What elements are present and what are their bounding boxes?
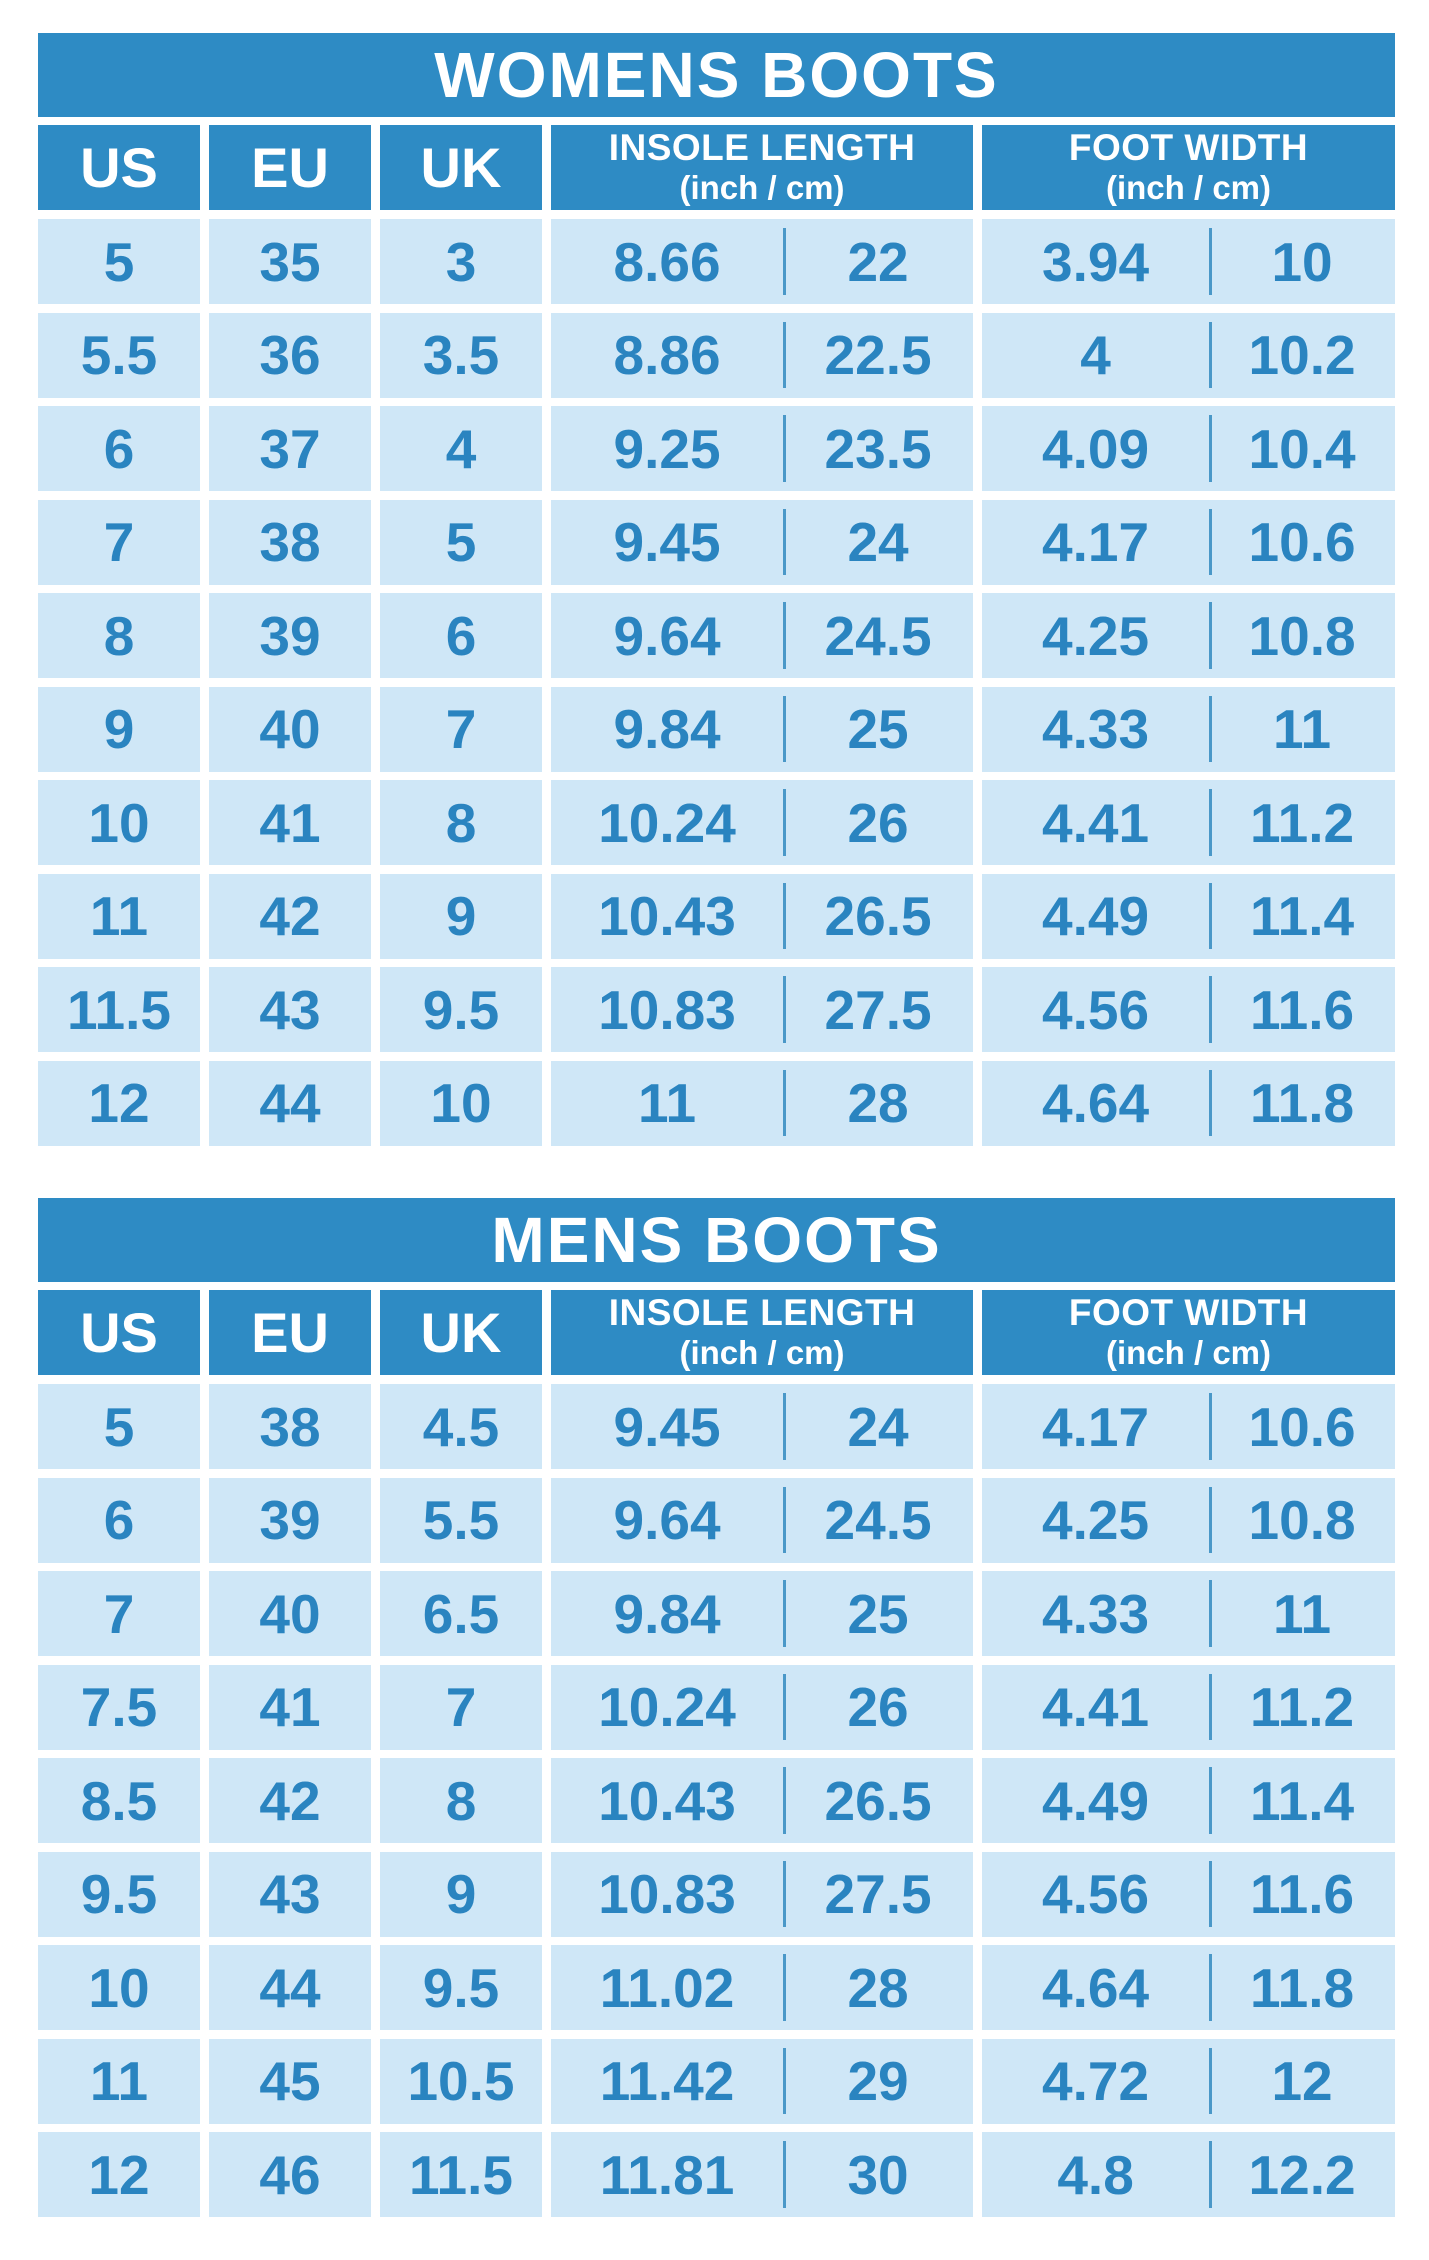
insole-cm-value: 24 (847, 511, 909, 573)
insole-cm-value: 24 (847, 1395, 909, 1458)
table-row (38, 1061, 1395, 1146)
insole-cm-value: 28 (847, 1072, 909, 1134)
inch-cm-divider (1209, 1487, 1212, 1553)
table-row (38, 1945, 1395, 2030)
uk-size-cell: 3.5 (380, 313, 542, 398)
foot-width-cell (982, 780, 1395, 865)
insole-cm-value: 22 (847, 230, 909, 293)
foot-width-inch-value: 4.56 (1042, 978, 1150, 1041)
foot-width-cm-value: 10.8 (1248, 1489, 1356, 1551)
insole-inch-value: 11.81 (599, 2143, 735, 2206)
foot-width-cell (982, 219, 1395, 304)
inch-cm-divider (783, 2048, 786, 2114)
table-row (38, 313, 1395, 398)
eu-column-header: EU (209, 125, 371, 210)
foot-width-header-label: FOOT WIDTH (1068, 1292, 1309, 1334)
foot-width-cm-value: 10.2 (1248, 324, 1356, 386)
foot-width-cm-value: 11.6 (1250, 978, 1355, 1041)
foot-width-column-header (982, 1290, 1395, 1375)
foot-width-cm-value: 11 (1272, 1582, 1332, 1645)
inch-cm-divider (1209, 1674, 1212, 1740)
insole-length-cell (551, 1571, 973, 1656)
eu-size-cell: 40 (209, 687, 371, 772)
uk-size-cell: 6.5 (380, 1571, 542, 1656)
inch-cm-divider (1209, 1070, 1212, 1136)
foot-width-cell (982, 967, 1395, 1052)
foot-width-inch-value: 4.17 (1042, 1395, 1150, 1458)
foot-width-cm-value: 10.6 (1248, 511, 1356, 573)
uk-size-cell: 6 (380, 593, 542, 678)
insole-cm-value: 26.5 (824, 1769, 932, 1832)
foot-width-cell (982, 1758, 1395, 1843)
eu-size-cell: 43 (209, 967, 371, 1052)
foot-width-header-unit: (inch / cm) (1105, 1334, 1272, 1372)
foot-width-inch-value: 4.8 (1057, 2143, 1134, 2206)
foot-width-cm-value: 12 (1271, 2050, 1333, 2112)
insole-length-cell (551, 1478, 973, 1563)
uk-size-cell: 8 (380, 1758, 542, 1843)
insole-cm-value: 24.5 (824, 1489, 932, 1551)
insole-cm-value: 25 (847, 1582, 909, 1645)
us-size-cell: 7.5 (38, 1665, 200, 1750)
uk-size-cell: 7 (380, 687, 542, 772)
insole-header-label: INSOLE LENGTH (608, 1292, 916, 1334)
foot-width-inch-value: 4.33 (1042, 1582, 1150, 1645)
insole-length-cell (551, 687, 973, 772)
foot-width-inch-value: 4.64 (1042, 1072, 1150, 1134)
uk-size-cell: 9.5 (380, 1945, 542, 2030)
insole-inch-value: 9.45 (613, 1395, 721, 1458)
eu-size-cell: 38 (209, 500, 371, 585)
insole-cm-value: 30 (847, 2143, 909, 2206)
us-column-header: US (38, 125, 200, 210)
insole-cm-value: 22.5 (824, 324, 932, 386)
inch-cm-divider (783, 1954, 786, 2020)
inch-cm-divider (783, 976, 786, 1042)
inch-cm-divider (783, 1070, 786, 1136)
eu-size-cell: 38 (209, 1384, 371, 1469)
eu-size-cell: 36 (209, 313, 371, 398)
insole-cm-value: 23.5 (824, 417, 932, 480)
foot-width-cell (982, 874, 1395, 959)
foot-width-cell (982, 687, 1395, 772)
uk-size-cell: 10.5 (380, 2039, 542, 2124)
inch-cm-divider (1209, 883, 1212, 949)
eu-size-cell: 44 (209, 1061, 371, 1146)
eu-size-cell: 39 (209, 593, 371, 678)
inch-cm-divider (783, 509, 786, 575)
foot-width-cell (982, 1945, 1395, 2030)
insole-cm-value: 26.5 (824, 885, 932, 947)
foot-width-cell (982, 313, 1395, 398)
insole-length-cell (551, 593, 973, 678)
table-row (38, 1852, 1395, 1937)
foot-width-inch-value: 4.41 (1042, 1676, 1150, 1738)
us-column-header: US (38, 1290, 200, 1375)
insole-cm-value: 28 (847, 1956, 909, 2019)
insole-inch-value: 10.24 (598, 791, 736, 854)
foot-width-cell (982, 406, 1395, 491)
insole-length-cell (551, 2039, 973, 2124)
uk-size-cell: 5.5 (380, 1478, 542, 1563)
inch-cm-divider (1209, 1861, 1212, 1927)
us-size-cell: 12 (38, 1061, 200, 1146)
uk-size-cell: 5 (380, 500, 542, 585)
mens-boots-table (38, 1198, 1395, 2217)
foot-width-inch-value: 4.49 (1042, 885, 1150, 947)
inch-cm-divider (1209, 509, 1212, 575)
table-header-row (38, 125, 1395, 210)
insole-header-unit: (inch / cm) (679, 1334, 845, 1372)
foot-width-cell (982, 1665, 1395, 1750)
insole-inch-value: 10.43 (598, 885, 736, 947)
foot-width-column-header (982, 125, 1395, 210)
table-row (38, 967, 1395, 1052)
insole-inch-value: 8.66 (613, 230, 721, 293)
inch-cm-divider (783, 415, 786, 481)
insole-length-cell (551, 1945, 973, 2030)
insole-length-cell (551, 313, 973, 398)
table-row (38, 1571, 1395, 1656)
foot-width-cm-value: 11.6 (1250, 1863, 1355, 1925)
uk-size-cell: 4.5 (380, 1384, 542, 1469)
foot-width-cm-value: 11.4 (1250, 1769, 1355, 1832)
insole-cm-value: 26 (847, 1676, 909, 1738)
inch-cm-divider (1209, 2048, 1212, 2114)
table-row (38, 687, 1395, 772)
inch-cm-divider (1209, 696, 1212, 762)
insole-inch-value: 8.86 (613, 324, 721, 386)
inch-cm-divider (783, 1487, 786, 1553)
uk-size-cell: 4 (380, 406, 542, 491)
insole-inch-value: 9.45 (613, 511, 721, 573)
inch-cm-divider (1209, 976, 1212, 1042)
table-row (38, 500, 1395, 585)
foot-width-cell (982, 2132, 1395, 2217)
eu-size-cell: 40 (209, 1571, 371, 1656)
table-header-row (38, 1290, 1395, 1375)
foot-width-cm-value: 11.4 (1250, 885, 1355, 947)
insole-cm-value: 25 (847, 698, 909, 760)
foot-width-cm-value: 10 (1271, 230, 1333, 293)
foot-width-cm-value: 11 (1272, 698, 1332, 760)
table-title: WOMENS BOOTS (38, 33, 1395, 117)
us-size-cell: 7 (38, 500, 200, 585)
us-size-cell: 5 (38, 219, 200, 304)
us-size-cell: 9.5 (38, 1852, 200, 1937)
table-row (38, 1478, 1395, 1563)
uk-size-cell: 8 (380, 780, 542, 865)
insole-length-column-header (551, 1290, 973, 1375)
insole-length-cell (551, 1061, 973, 1146)
uk-size-cell: 7 (380, 1665, 542, 1750)
insole-cm-value: 27.5 (824, 978, 932, 1041)
eu-size-cell: 41 (209, 1665, 371, 1750)
inch-cm-divider (1209, 228, 1212, 294)
insole-length-cell (551, 1758, 973, 1843)
inch-cm-divider (1209, 322, 1212, 388)
insole-inch-value: 9.84 (613, 698, 721, 760)
foot-width-inch-value: 3.94 (1042, 230, 1150, 293)
eu-size-cell: 41 (209, 780, 371, 865)
insole-length-cell (551, 219, 973, 304)
inch-cm-divider (1209, 2141, 1212, 2207)
uk-size-cell: 9 (380, 874, 542, 959)
table-row (38, 874, 1395, 959)
inch-cm-divider (783, 789, 786, 855)
table-row (38, 1384, 1395, 1469)
insole-inch-value: 9.25 (613, 417, 721, 480)
insole-length-cell (551, 874, 973, 959)
insole-cm-value: 27.5 (824, 1863, 932, 1925)
insole-inch-value: 11.42 (599, 2050, 735, 2112)
foot-width-cm-value: 10.8 (1248, 604, 1356, 667)
uk-size-cell: 3 (380, 219, 542, 304)
foot-width-cm-value: 11.2 (1250, 1676, 1355, 1738)
table-row (38, 219, 1395, 304)
foot-width-inch-value: 4.17 (1042, 511, 1150, 573)
table-body (38, 219, 1395, 1146)
insole-inch-value: 11.02 (599, 1956, 735, 2019)
us-size-cell: 8.5 (38, 1758, 200, 1843)
insole-inch-value: 11 (637, 1072, 697, 1134)
inch-cm-divider (1209, 1393, 1212, 1459)
eu-size-cell: 44 (209, 1945, 371, 2030)
inch-cm-divider (783, 602, 786, 668)
foot-width-cm-value: 11.2 (1250, 791, 1355, 854)
insole-inch-value: 10.24 (598, 1676, 736, 1738)
insole-length-cell (551, 500, 973, 585)
foot-width-cell (982, 1852, 1395, 1937)
us-size-cell: 10 (38, 780, 200, 865)
eu-size-cell: 43 (209, 1852, 371, 1937)
us-size-cell: 11 (38, 2039, 200, 2124)
insole-inch-value: 10.83 (598, 1863, 736, 1925)
uk-column-header: UK (380, 125, 542, 210)
eu-size-cell: 45 (209, 2039, 371, 2124)
us-size-cell: 9 (38, 687, 200, 772)
inch-cm-divider (783, 1393, 786, 1459)
insole-inch-value: 9.84 (613, 1582, 721, 1645)
inch-cm-divider (783, 228, 786, 294)
insole-length-cell (551, 2132, 973, 2217)
foot-width-cell (982, 2039, 1395, 2124)
insole-length-cell (551, 780, 973, 865)
foot-width-inch-value: 4.25 (1042, 604, 1150, 667)
eu-size-cell: 46 (209, 2132, 371, 2217)
uk-column-header: UK (380, 1290, 542, 1375)
foot-width-inch-value: 4.41 (1042, 791, 1150, 854)
foot-width-inch-value: 4.49 (1042, 1769, 1150, 1832)
uk-size-cell: 10 (380, 1061, 542, 1146)
insole-inch-value: 9.64 (613, 1489, 721, 1551)
insole-header-unit: (inch / cm) (679, 169, 845, 207)
table-row (38, 593, 1395, 678)
uk-size-cell: 9 (380, 1852, 542, 1937)
foot-width-cm-value: 11.8 (1250, 1956, 1355, 2019)
table-row (38, 1758, 1395, 1843)
inch-cm-divider (783, 883, 786, 949)
insole-length-cell (551, 1384, 973, 1469)
table-row (38, 780, 1395, 865)
us-size-cell: 12 (38, 2132, 200, 2217)
insole-inch-value: 9.64 (613, 604, 721, 667)
inch-cm-divider (783, 1580, 786, 1646)
inch-cm-divider (783, 2141, 786, 2207)
table-title: MENS BOOTS (38, 1198, 1395, 1282)
womens-boots-table (38, 33, 1395, 1146)
foot-width-cell (982, 1061, 1395, 1146)
table-row (38, 2039, 1395, 2124)
insole-header-label: INSOLE LENGTH (608, 127, 916, 169)
insole-cm-value: 29 (847, 2050, 909, 2112)
inch-cm-divider (1209, 1580, 1212, 1646)
foot-width-inch-value: 4.09 (1042, 417, 1150, 480)
uk-size-cell: 9.5 (380, 967, 542, 1052)
insole-length-cell (551, 1852, 973, 1937)
us-size-cell: 5 (38, 1384, 200, 1469)
inch-cm-divider (1209, 415, 1212, 481)
inch-cm-divider (783, 322, 786, 388)
inch-cm-divider (783, 1674, 786, 1740)
us-size-cell: 11.5 (38, 967, 200, 1052)
insole-length-cell (551, 967, 973, 1052)
us-size-cell: 5.5 (38, 313, 200, 398)
eu-size-cell: 39 (209, 1478, 371, 1563)
uk-size-cell: 11.5 (380, 2132, 542, 2217)
table-body (38, 1384, 1395, 2217)
eu-size-cell: 37 (209, 406, 371, 491)
inch-cm-divider (1209, 602, 1212, 668)
foot-width-header-unit: (inch / cm) (1105, 169, 1272, 207)
insole-length-cell (551, 406, 973, 491)
insole-length-cell (551, 1665, 973, 1750)
foot-width-cm-value: 10.4 (1248, 417, 1356, 480)
foot-width-inch-value: 4.72 (1042, 2050, 1150, 2112)
insole-length-column-header (551, 125, 973, 210)
inch-cm-divider (1209, 1767, 1212, 1833)
eu-size-cell: 42 (209, 1758, 371, 1843)
inch-cm-divider (783, 696, 786, 762)
table-row (38, 406, 1395, 491)
us-size-cell: 6 (38, 406, 200, 491)
inch-cm-divider (1209, 789, 1212, 855)
us-size-cell: 8 (38, 593, 200, 678)
foot-width-header-label: FOOT WIDTH (1068, 127, 1309, 169)
inch-cm-divider (783, 1861, 786, 1927)
foot-width-cm-value: 11.8 (1250, 1072, 1355, 1134)
table-row (38, 2132, 1395, 2217)
foot-width-cell (982, 593, 1395, 678)
foot-width-inch-value: 4.64 (1042, 1956, 1150, 2019)
insole-inch-value: 10.43 (598, 1769, 736, 1832)
foot-width-cell (982, 1571, 1395, 1656)
us-size-cell: 10 (38, 1945, 200, 2030)
foot-width-inch-value: 4 (1080, 324, 1111, 386)
inch-cm-divider (1209, 1954, 1212, 2020)
insole-cm-value: 24.5 (824, 604, 932, 667)
us-size-cell: 6 (38, 1478, 200, 1563)
foot-width-cm-value: 10.6 (1248, 1395, 1356, 1458)
eu-size-cell: 42 (209, 874, 371, 959)
insole-inch-value: 10.83 (598, 978, 736, 1041)
foot-width-cell (982, 1384, 1395, 1469)
foot-width-inch-value: 4.33 (1042, 698, 1150, 760)
inch-cm-divider (783, 1767, 786, 1833)
foot-width-inch-value: 4.25 (1042, 1489, 1150, 1551)
eu-column-header: EU (209, 1290, 371, 1375)
table-row (38, 1665, 1395, 1750)
insole-cm-value: 26 (847, 791, 909, 854)
foot-width-cell (982, 500, 1395, 585)
us-size-cell: 11 (38, 874, 200, 959)
us-size-cell: 7 (38, 1571, 200, 1656)
eu-size-cell: 35 (209, 219, 371, 304)
foot-width-cm-value: 12.2 (1248, 2143, 1356, 2206)
foot-width-inch-value: 4.56 (1042, 1863, 1150, 1925)
foot-width-cell (982, 1478, 1395, 1563)
